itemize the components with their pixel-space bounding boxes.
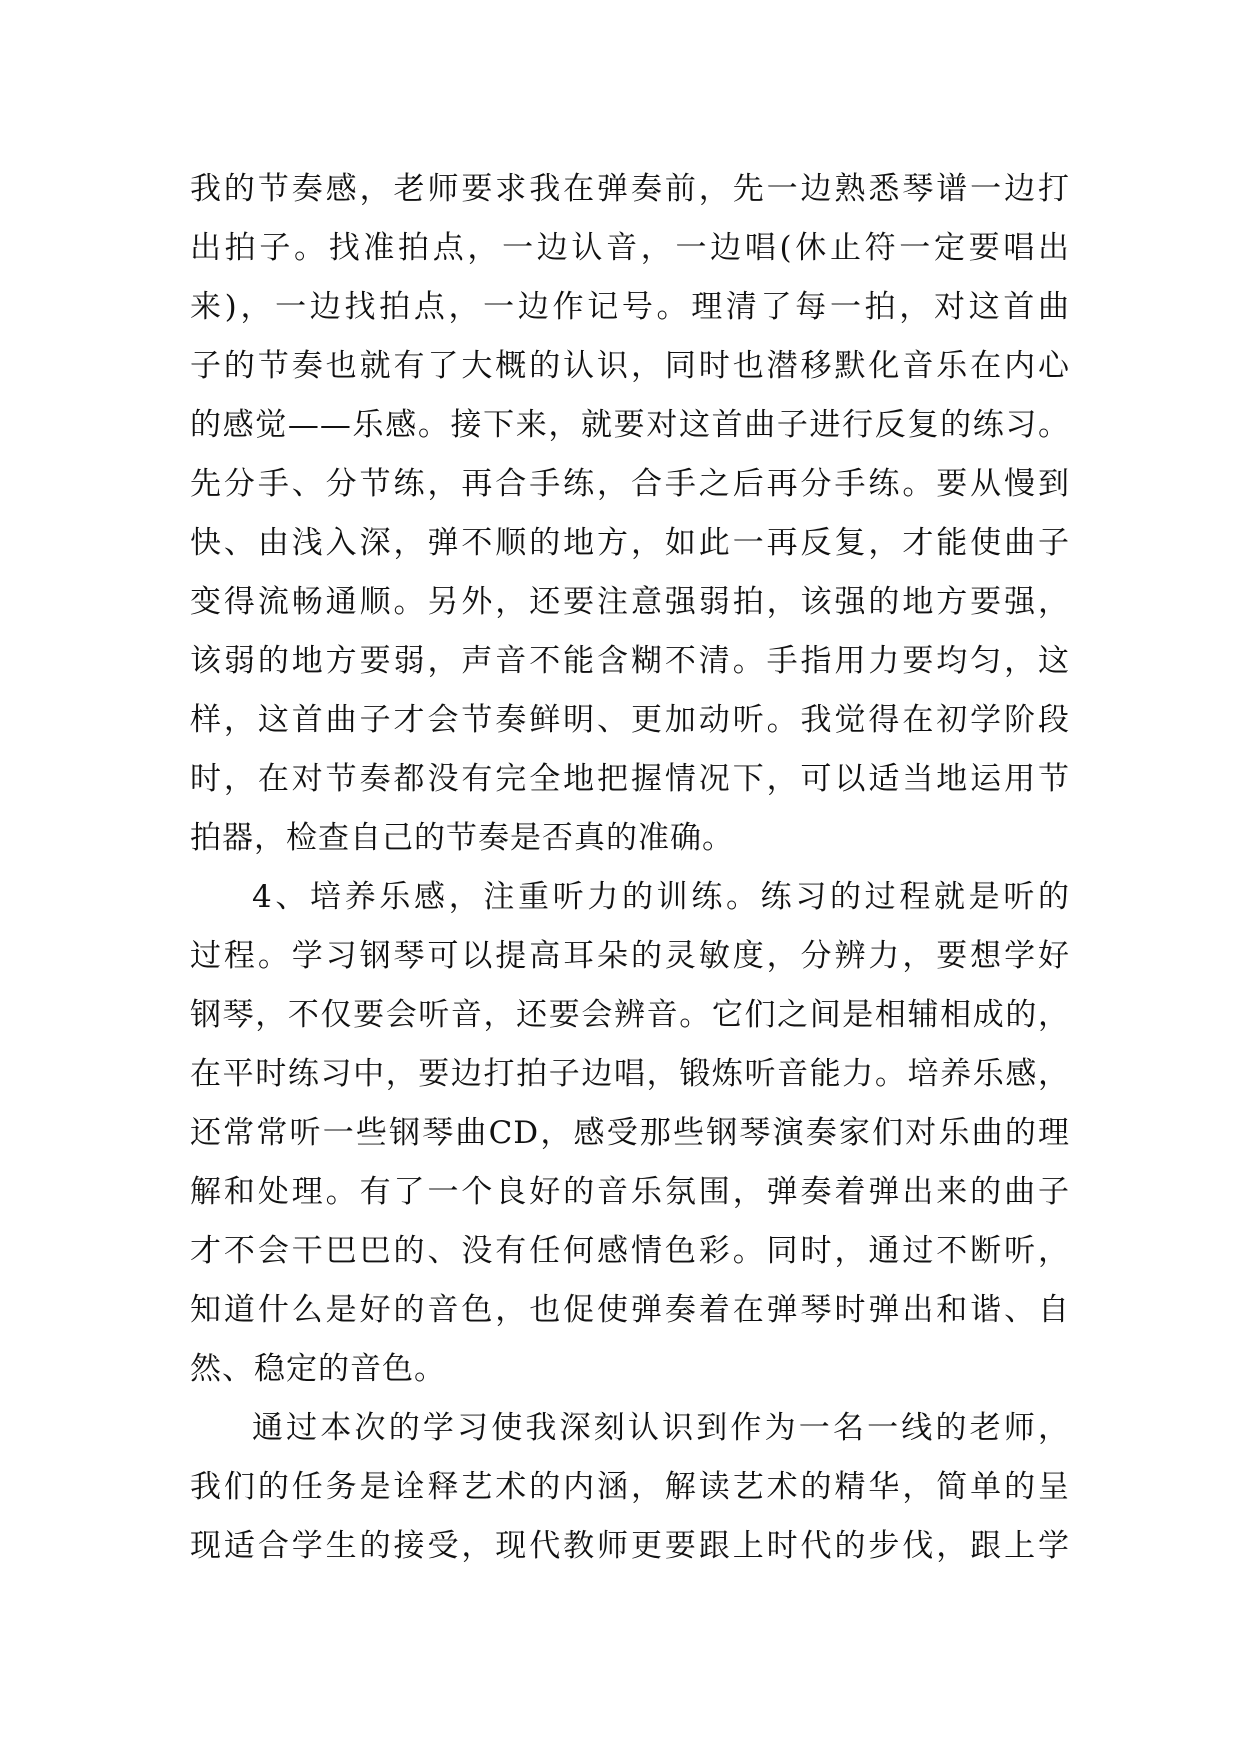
body-text (190, 160, 1070, 1576)
text-line: 解和处理。有了一个良好的音乐氛围，弹奏着弹出来的曲子 (190, 1174, 1070, 1210)
text-line: 变得流畅通顺。另外，还要注意强弱拍，该强的地方要强， (190, 584, 1070, 620)
text-line: 我们的任务是诠释艺术的内涵，解读艺术的精华，简单的呈 (190, 1469, 1070, 1505)
paragraph-start-line: 通过本次的学习使我深刻认识到作为一名一线的老师， (252, 1410, 1070, 1446)
text-line: 该弱的地方要弱，声音不能含糊不清。手指用力要均匀，这 (190, 643, 1070, 679)
text-line: 来)，一边找拍点，一边作记号。理清了每一拍，对这首曲 (190, 289, 1070, 325)
text-line: 拍器，检查自己的节奏是否真的准确。 (190, 820, 734, 856)
text-line: 我的节奏感，老师要求我在弹奏前，先一边熟悉琴谱一边打 (190, 171, 1070, 207)
text-line: 知道什么是好的音色，也促使弹奏着在弹琴时弹出和谐、自 (190, 1292, 1070, 1328)
text-line: 还常常听一些钢琴曲CD，感受那些钢琴演奏家们对乐曲的理 (190, 1115, 1070, 1151)
text-line: 在平时练习中，要边打拍子边唱，锻炼听音能力。培养乐感， (190, 1056, 1070, 1092)
text-line: 先分手、分节练，再合手练，合手之后再分手练。要从慢到 (190, 466, 1070, 502)
text-line: 子的节奏也就有了大概的认识，同时也潜移默化音乐在内心 (190, 348, 1070, 384)
text-line: 的感觉——乐感。接下来，就要对这首曲子进行反复的练习。 (190, 407, 1070, 443)
text-line: 然、稳定的音色。 (190, 1351, 446, 1387)
text-line: 钢琴，不仅要会听音，还要会辨音。它们之间是相辅相成的， (190, 997, 1070, 1033)
text-line: 现适合学生的接受，现代教师更要跟上时代的步伐，跟上学 (190, 1528, 1070, 1564)
text-line: 样，这首曲子才会节奏鲜明、更加动听。我觉得在初学阶段 (190, 702, 1070, 738)
paragraph-start-line: 4、培养乐感，注重听力的训练。练习的过程就是听的 (252, 879, 1070, 915)
text-line: 出拍子。找准拍点，一边认音，一边唱(休止符一定要唱出 (190, 230, 1070, 266)
text-line: 时，在对节奏都没有完全地把握情况下，可以适当地运用节 (190, 761, 1070, 797)
text-line: 快、由浅入深，弹不顺的地方，如此一再反复，才能使曲子 (190, 525, 1070, 561)
text-line: 才不会干巴巴的、没有任何感情色彩。同时，通过不断听， (190, 1233, 1070, 1269)
text-line: 过程。学习钢琴可以提高耳朵的灵敏度，分辨力，要想学好 (190, 938, 1070, 974)
